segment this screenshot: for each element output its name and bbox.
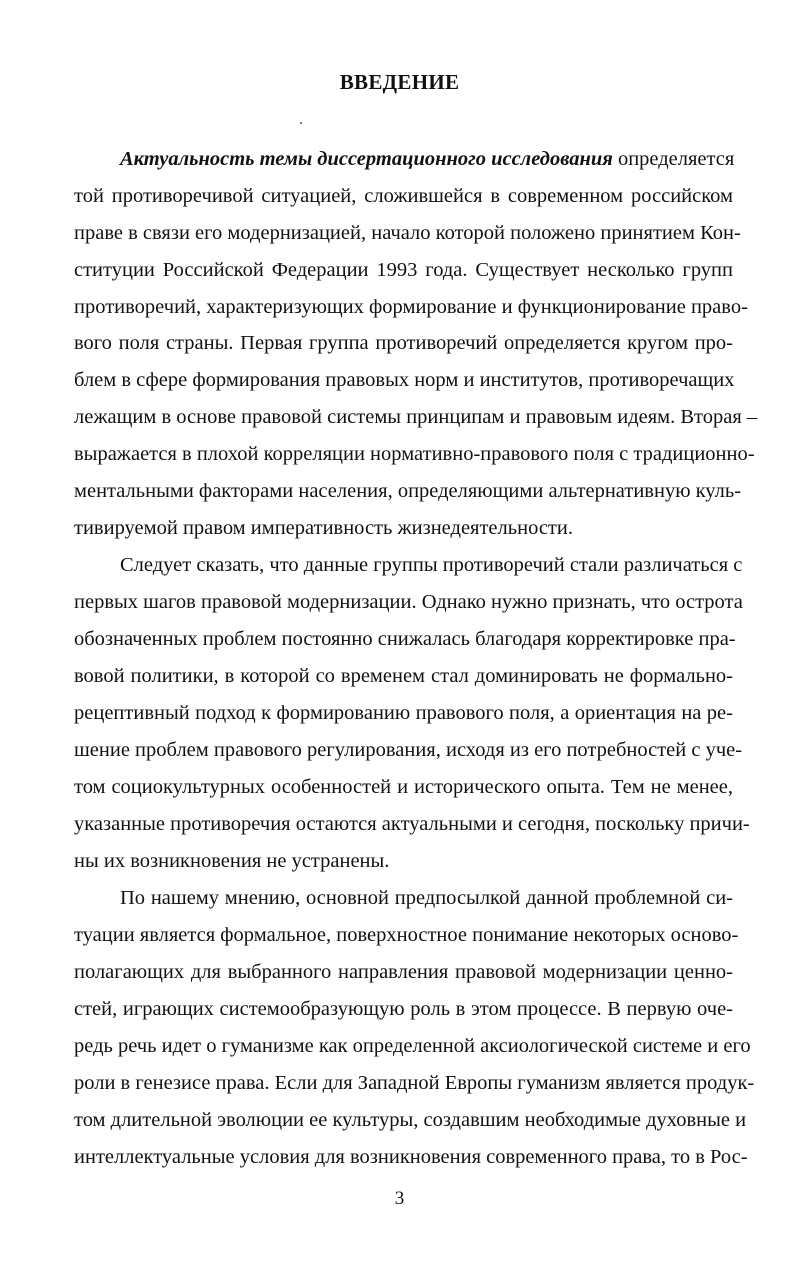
text-line: туации является формальное, поверхностное понимание некоторых осново- bbox=[74, 924, 739, 946]
text-line: выражается в плохой корреляции нормативно-правового поля с традиционно- bbox=[74, 443, 755, 465]
page-title: ВВЕДЕНИЕ bbox=[339, 70, 460, 94]
text-line: противоречий, характеризующих формирование и функционирование право- bbox=[74, 296, 748, 318]
text-line: ментальными факторами населения, определяющими альтернативную куль- bbox=[74, 480, 742, 502]
text-line: рецептивный подход к формированию правового поля, а ориентация на ре- bbox=[74, 702, 733, 724]
text-line: Следует сказать, что данные группы противоречий стали различаться с bbox=[120, 554, 743, 576]
text-line: лежащим в основе правовой системы принципам и правовым идеям. Вторая – bbox=[74, 406, 758, 428]
text-line: блем в сфере формирования правовых норм и институтов, противоречащих bbox=[74, 369, 735, 391]
text-fragment: определяется bbox=[612, 148, 735, 170]
text-line: первых шагов правовой модернизации. Однако нужно признать, что острота bbox=[74, 591, 743, 613]
text-line: вого поля страны. Первая группа противоречий определяется кругом про- bbox=[74, 332, 733, 354]
scan-speck bbox=[300, 122, 302, 124]
text-line: шение проблем правового регулирования, исходя из его потребностей с уче- bbox=[74, 739, 743, 761]
text-line: вовой политики, в которой со временем стал доминировать не формально- bbox=[74, 665, 733, 687]
text-line: тивируемой правом императивность жизнедеятельности. bbox=[74, 517, 573, 539]
text-line: стей, играющих системообразующую роль в этом процессе. В первую оче- bbox=[74, 998, 733, 1020]
text-line: По нашему мнению, основной предпосылкой данной проблемной си- bbox=[120, 887, 733, 909]
text-line: обозначенных проблем постоянно снижалась благодаря корректировке пра- bbox=[74, 628, 736, 650]
text-line: том социокультурных особенностей и исторического опыта. Тем не менее, bbox=[74, 776, 733, 798]
text-line: праве в связи его модернизацией, начало которой положено принятием Кон- bbox=[74, 222, 741, 244]
emphasized-phrase: Актуальность темы диссертационного исследования bbox=[120, 148, 613, 170]
text-line: полагающих для выбранного направления правовой модернизации ценно- bbox=[74, 961, 733, 983]
text-line: редь речь идет о гуманизме как определенной аксиологической системе и его bbox=[74, 1035, 751, 1057]
text-line: том длительной эволюции ее культуры, создавшим необходимые духовные и bbox=[74, 1109, 747, 1131]
text-line: роли в генезисе права. Если для Западной Европы гуманизм является продук- bbox=[74, 1072, 755, 1094]
text-line: той противоречивой ситуацией, сложившейся в современном российском bbox=[74, 185, 733, 207]
text-line: интеллектуальные условия для возникновения современного права, то в Рос- bbox=[74, 1146, 748, 1168]
page-number: 3 bbox=[394, 1188, 405, 1209]
text-line: ституции Российской Федерации 1993 года. Существует несколько групп bbox=[74, 259, 733, 281]
text-line bbox=[120, 147, 733, 171]
text-line: указанные противоречия остаются актуальными и сегодня, поскольку причи- bbox=[74, 813, 750, 835]
text-line: ны их возникновения не устранены. bbox=[74, 850, 390, 872]
